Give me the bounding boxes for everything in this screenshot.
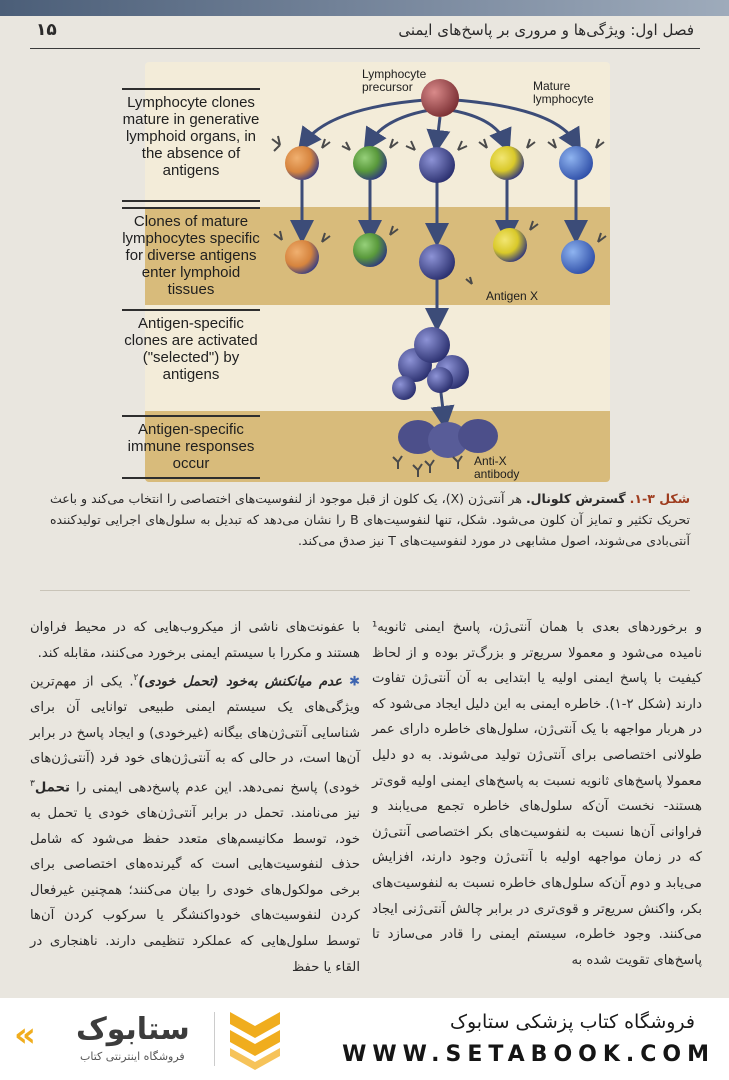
clone-row-2 [285, 228, 595, 280]
footer-banner [0, 998, 729, 1080]
lymphocyte-clone-navy [419, 147, 455, 183]
lymphocyte-clone-green [353, 233, 387, 267]
lymphocyte-clone-green [353, 146, 387, 180]
book-chevrons-icon [226, 1006, 284, 1070]
lymphocyte-clone-blue [561, 240, 595, 274]
caption-title: گسترش کلونال. [525, 491, 626, 506]
body-column-left [30, 615, 360, 980]
footnote-ref: ۳ [30, 778, 35, 789]
label-mature-lymphocyte: Mature lymphocyte [533, 79, 594, 106]
section-divider [40, 590, 690, 591]
footer-website-link[interactable]: WWW.SETABOOK.COM [342, 1042, 715, 1067]
section-heading-tolerance: عدم میانکنش به‌خود (تحمل خودی) [138, 674, 342, 690]
activated-clone-cluster [392, 327, 469, 400]
figure-caption [50, 488, 690, 551]
tolerance-body-1: . یکی از مهم‌ترین ویژگی‌های یک سیستم ایمنی طبیعی توانایی آن برای شناسایی آنتی‌ژن‌های بیگانه (غیرخودی) و ایجاد پاسخ در برابر آن‌ها است، در حالی که به آنتی‌ژن‌های خود فرد (آنتی‌ژن‌های خودی) پاسخ نمی‌دهد. این عدم پاسخ‌دهی ایمنی را [30, 674, 360, 796]
lymphocyte-clone-yellow [490, 146, 524, 180]
logo-tagline: فروشگاه اینترنتی کتاب [80, 1050, 185, 1063]
stage-label-enter-tissues: Clones of mature lymphocytes specific for diverse antigens enter lymphoid tissues [122, 207, 260, 307]
term-tolerance: تحمل [34, 780, 70, 796]
lymphocyte-clone-blue [559, 146, 593, 180]
anti-x-antibodies [393, 456, 462, 477]
page-number: ۱۵ [36, 20, 57, 40]
body-column-right [372, 615, 702, 973]
double-chevron-icon: « [14, 1015, 36, 1055]
setabook-logo[interactable] [14, 1004, 224, 1074]
bullet-icon: ✱ [348, 674, 360, 690]
lymphocyte-clone-navy [419, 244, 455, 280]
lymphocyte-clone-orange [285, 240, 319, 274]
paragraph-memory: و برخوردهای بعدی با همان آنتی‌ژن، پاسخ ایمنی ثانویه¹ نامیده می‌شود و معمولا سریع‌تر و بزرگ‌تر بوده و از لحاظ کیفیت با پاسخ ایمنی اولیه یا ابتدایی به آن آنتی‌ژن تفاوت دارند (شکل ۲-۱). خاطره ایمنی به این دلیل ایجاد می‌شود که در هربار مواجهه با یک آنتی‌ژن، سلول‌های خاطره دارای عمر طولانی اختصاصی برای آنتی‌ژن تولید می‌شوند. به دو دلیل معمولا پاسخ‌های ثانویه نسبت به پاسخ‌های ایمنی اولیه قوی‌تر هستند- نخست آن‌که سلول‌های خاطره تجمع می‌یابند و فراوانی آن‌ها نسبت به لنفوسیت‌های بکر اختصاصی آنتی‌ژن که در زمان مواجهه اولیه با آنتی‌ژن وجود دارند، افزایش می‌یابد و دوم آن‌که سلول‌های خاطره نسبت به لنفوسیت‌های بکر، واکنش سریع‌تر و قوی‌تری در برابر چالش آنتی‌ژنی ایجاد می‌کنند. وجود خاطره، سیستم ایمنی را قادر می‌سازد تا پاسخ‌های تقویت شده به [372, 620, 702, 968]
lymphocyte-clone-orange [285, 146, 319, 180]
antibody-secreting-cells [398, 419, 498, 458]
logo-divider [214, 1012, 215, 1066]
stage-label-maturation: Lymphocyte clones mature in generative lymphoid organs, in the absence of antigens [122, 88, 260, 202]
label-antigen-x: Antigen X [486, 289, 539, 303]
lymphocyte-clone-yellow [493, 228, 527, 262]
footer-brand-name: فروشگاه کتاب پزشکی ستابوک [449, 1011, 695, 1033]
tolerance-body-2: نیز می‌نامند. تحمل در برابر آنتی‌ژن‌های خودی یا تحمل به خود، توسط مکانیسم‌های متعدد حفظ می‌شود که شامل حذف لنفوسیت‌هایی است که گیرنده‌های اختصاصی برای برخی مولکول‌های خودی را بیان می‌کنند؛ همچنین غیرفعال کردن لنفوسیت‌های خودواکنشگر یا سرکوب کردن آن‌ها توسط سلول‌هایی که عملکرد تنظیمی دارند. ناهنجاری در القاء یا حفظ [30, 805, 360, 975]
clone-row-1 [285, 146, 593, 183]
caption-text: هر آنتی‌ژن (X)، یک کلون از قبل موجود از لنفوسیت‌های اختصاصی را انتخاب می‌کند و باعث تحریک تکثیر و تمایز آن کلون می‌شود. شکل، تنها لنفوسیت‌های B را نشان می‌دهد که تبدیل به سلول‌های اجرایی تولیدکننده آنتی‌بادی می‌شوند، اصول مشابهی در مورد لنفوسیت‌های T نیز صدق می‌کند. [50, 491, 690, 548]
stage-label-immune-response: Antigen-specific immune responses occur [122, 415, 260, 479]
chapter-title: فصل اول: ویژگی‌ها و مروری بر پاسخ‌های ایمنی [398, 21, 694, 39]
logo-wordmark: ستابوک [76, 1012, 190, 1047]
label-lymphocyte-precursor: Lymphocyte precursor [362, 67, 427, 94]
label-anti-x-antibody: Anti-X antibody [474, 454, 520, 481]
footnote-ref: ۲ [133, 673, 139, 684]
stage-label-activation: Antigen-specific clones are activated ("selected") by antigens [122, 309, 260, 409]
paragraph-self-tolerance [30, 666, 360, 980]
caption-label: شکل ۳-۱. [629, 491, 690, 506]
paragraph-intro: با عفونت‌های ناشی از میکروب‌هایی که در محیط فراوان هستند و مکررا با سیستم ایمنی برخورد می‌کنند، مقابله کند. [30, 620, 360, 661]
